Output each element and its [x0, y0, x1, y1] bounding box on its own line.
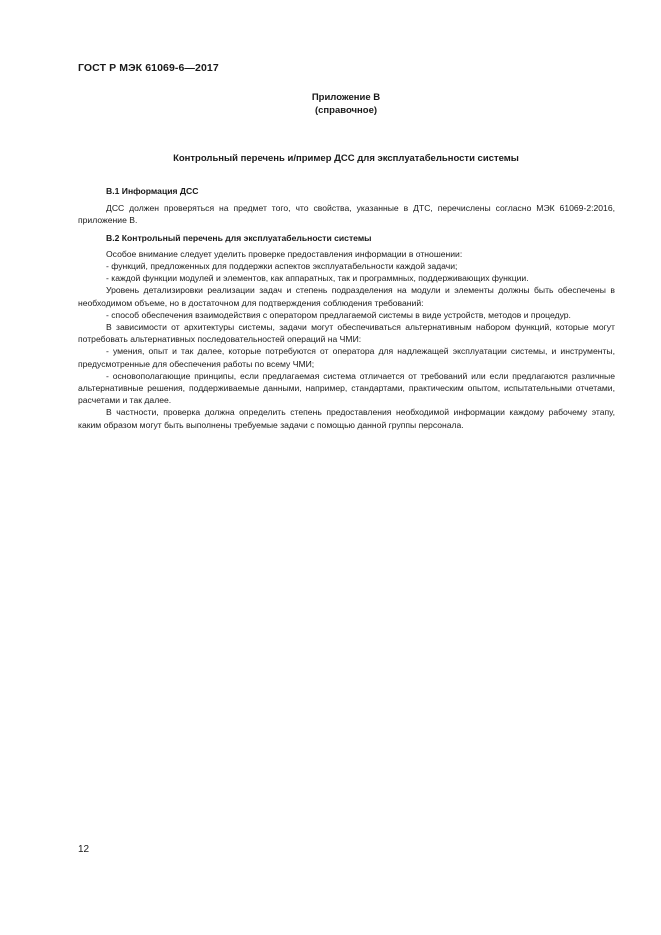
section-b1-text: ДСС должен проверяться на предмет того, что свойства, указанные в ДТС, перечислены согласно МЭК 61069-2:2016, приложение В.	[78, 203, 615, 226]
appendix-note: (справочное)	[314, 104, 378, 116]
appendix-title: Контрольный перечень и/пример ДСС для эксплуатабельности системы	[173, 153, 519, 164]
list-item: - функций, предложенных для поддержки аспектов эксплуатабельности каждой задачи;	[106, 261, 458, 272]
page-number: 12	[78, 844, 90, 855]
paragraph: В частности, проверка должна определить степень предоставления необходимой информации каждому рабочему этапу, каким образом могут быть выполнены требуемые задачи с помощью данной группы персонала.	[78, 407, 615, 430]
section-heading-b1: В.1 Информация ДСС	[106, 186, 199, 196]
list-item: - основополагающие принципы, если предлагаемая система отличается от требований или если предлагаются различные альтернативные решения, поддерживаемые данными, например, стандартами, практическим опытом, испытательными отчетами, расчетами и так далее.	[78, 370, 615, 406]
appendix-label: Приложение В	[311, 92, 381, 103]
appendix-block	[0, 92, 661, 117]
paragraph: Уровень детализировки реализации задач и степень подразделения на модули и элементы должны быть обеспечены в необходимом объеме, но в достаточном для подтверждения соблюдения требований:	[78, 285, 615, 308]
list-item: - способ обеспечения взаимодействия с оператором предлагаемой системы в виде устройств, методов и процедур.	[106, 309, 571, 320]
list-item: - каждой функции модулей и элементов, как аппаратных, так и программных, поддерживающих функции.	[106, 273, 529, 284]
document-header: ГОСТ Р МЭК 61069-6—2017	[78, 62, 219, 74]
section-heading-b2: В.2 Контрольный перечень для эксплуатабельности системы	[106, 232, 372, 243]
document-body	[78, 185, 615, 431]
paragraph: В зависимости от архитектуры системы, задачи могут обеспечиваться альтернативным набором функций, которые могут потребовать альтернативных последовательностей операций на ЧМИ:	[78, 322, 615, 345]
paragraph: Особое внимание следует уделить проверке предоставления информации в отношении:	[106, 248, 463, 259]
list-item: - умения, опыт и так далее, которые потребуются от оператора для надлежащей эксплуатации системы, и инструменты, предусмотренные для обеспечения работы по всему ЧМИ;	[78, 346, 615, 369]
